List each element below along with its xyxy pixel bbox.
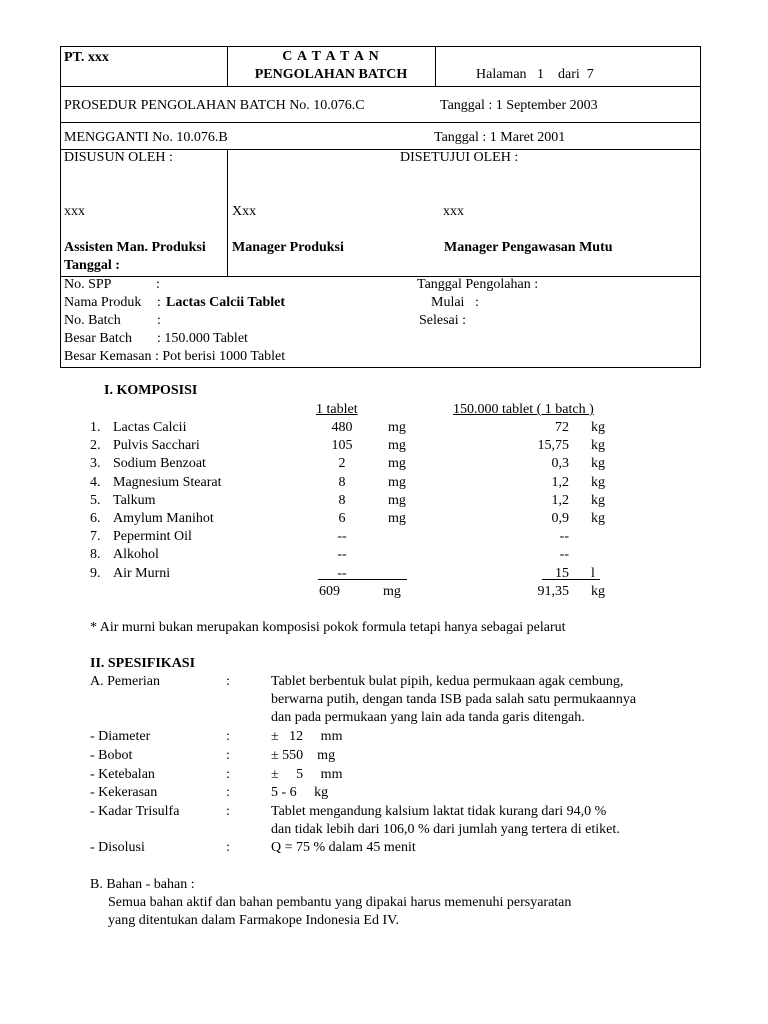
ingredient-unit-per-batch: kg	[591, 456, 605, 471]
ingredient-qty-per-batch: 1,2	[551, 493, 569, 508]
ingredient-name: Alkohol	[113, 547, 159, 562]
divider	[435, 46, 436, 86]
total-underline	[542, 579, 600, 580]
signatory-name: xxx	[64, 204, 85, 219]
ingredient-qty-per-tablet: 8	[338, 475, 346, 490]
batch-size-value: : 150.000 Tablet	[157, 331, 248, 346]
spec-colon: :	[226, 674, 230, 689]
procedure-number: PROSEDUR PENGOLAHAN BATCH No. 10.076.C	[64, 98, 365, 113]
spec-colon: :	[226, 729, 230, 744]
divider	[60, 86, 701, 87]
spec-label: - Diameter	[90, 729, 151, 744]
replaces-number: MENGGANTI No. 10.076.B	[64, 130, 228, 145]
ingredient-qty-per-tablet: 6	[338, 511, 346, 526]
ingredient-qty-per-tablet: --	[337, 529, 347, 544]
spec-value: 5 - 6 kg	[271, 785, 329, 800]
ingredient-unit-per-tablet: mg	[388, 438, 406, 453]
signatory-role: Manager Pengawasan Mutu	[444, 240, 613, 255]
ingredient-qty-per-tablet: --	[337, 547, 347, 562]
spec-label: - Kadar Trisulfa	[90, 804, 180, 819]
ingredient-name: Magnesium Stearat	[113, 475, 222, 490]
end-label: Selesai :	[419, 313, 467, 328]
divider	[60, 122, 701, 123]
spec-label: - Disolusi	[90, 840, 145, 855]
spec-colon: :	[226, 785, 230, 800]
materials-text: Semua bahan aktif dan bahan pembantu yang dipakai harus memenuhi persyaratan	[108, 895, 572, 910]
ingredient-unit-per-tablet: mg	[388, 456, 406, 471]
ingredient-qty-per-tablet: 8	[338, 493, 346, 508]
ingredient-name: Sodium Benzoat	[113, 456, 206, 471]
ingredient-qty-per-batch: --	[559, 529, 569, 544]
start-label: Mulai :	[431, 295, 479, 310]
ingredient-qty-per-tablet: --	[337, 566, 347, 581]
ingredient-number: 5.	[90, 493, 101, 508]
page-number: Halaman 1 dari 7	[476, 67, 594, 82]
total-underline	[318, 579, 407, 580]
total-batch-unit: kg	[591, 584, 605, 599]
ingredient-number: 6.	[90, 511, 101, 526]
company-name: PT. xxx	[64, 50, 109, 65]
ingredient-unit-per-batch: kg	[591, 493, 605, 508]
ingredient-name: Pepermint Oil	[113, 529, 192, 544]
signatory-name: xxx	[443, 204, 464, 219]
ingredient-qty-per-batch: 15,75	[537, 438, 569, 453]
total-qty: 609	[319, 584, 340, 599]
signatory-name: Xxx	[232, 204, 257, 219]
ingredient-name: Talkum	[113, 493, 156, 508]
batch-size-label: Besar Batch	[64, 331, 133, 346]
ingredient-name: Lactas Calcii	[113, 420, 187, 435]
ingredient-unit-per-batch: l	[591, 566, 595, 581]
spec-label: - Ketebalan	[90, 767, 155, 782]
spec-label: A. Pemerian	[90, 674, 160, 689]
specification-heading: II. SPESIFIKASI	[90, 656, 196, 671]
procedure-date: Tanggal : 1 September 2003	[440, 98, 598, 113]
ingredient-qty-per-batch: 15	[555, 566, 569, 581]
ingredient-unit-per-tablet: mg	[388, 475, 406, 490]
product-colon: :	[157, 295, 161, 310]
spec-value: ± 12 mm	[271, 729, 343, 744]
ingredient-unit-per-tablet: mg	[388, 511, 406, 526]
ingredient-number: 4.	[90, 475, 101, 490]
ingredient-qty-per-batch: 1,2	[551, 475, 569, 490]
batch-number-value: :	[157, 313, 161, 328]
signatory-date-label: Tanggal :	[64, 258, 120, 273]
approved-by-label: DISETUJUI OLEH :	[400, 150, 519, 165]
ingredient-qty-per-tablet: 105	[331, 438, 353, 453]
product-name: Lactas Calcii Tablet	[166, 295, 286, 310]
spec-colon: :	[226, 804, 230, 819]
spec-colon: :	[226, 748, 230, 763]
ingredient-unit-per-batch: kg	[591, 438, 605, 453]
ingredient-unit-per-batch: kg	[591, 420, 605, 435]
ingredient-qty-per-batch: --	[559, 547, 569, 562]
spec-label: - Kekerasan	[90, 785, 158, 800]
materials-label: B. Bahan - bahan :	[90, 877, 195, 892]
ingredient-number: 8.	[90, 547, 101, 562]
ingredient-number: 7.	[90, 529, 101, 544]
document-title-line1: C A T A T A N	[282, 49, 380, 64]
spec-value: Tablet mengandung kalsium laktat tidak kurang dari 94,0 %	[271, 804, 607, 819]
spec-value: dan tidak lebih dari 106,0 % dari jumlah yang tertera di etiket.	[271, 822, 620, 837]
processing-date-label: Tanggal Pengolahan :	[417, 277, 539, 292]
spec-value: ± 5 mm	[271, 767, 343, 782]
total-batch-qty: 91,35	[537, 584, 569, 599]
ingredient-unit-per-tablet: mg	[388, 493, 406, 508]
ingredient-number: 2.	[90, 438, 101, 453]
replaces-date: Tanggal : 1 Maret 2001	[434, 130, 566, 145]
packaging-size: Besar Kemasan : Pot berisi 1000 Tablet	[64, 349, 286, 364]
ingredient-qty-per-tablet: 2	[338, 456, 346, 471]
signatory-role: Assisten Man. Produksi	[64, 240, 206, 255]
ingredient-qty-per-batch: 72	[555, 420, 569, 435]
ingredient-qty-per-tablet: 480	[331, 420, 353, 435]
spec-value: ± 550 mg	[271, 748, 336, 763]
product-label: Nama Produk	[64, 295, 142, 310]
ingredient-qty-per-batch: 0,9	[551, 511, 569, 526]
ingredient-unit-per-tablet: mg	[388, 420, 406, 435]
spec-value: berwarna putih, dengan tanda ISB pada salah satu permukaannya	[271, 692, 637, 707]
ingredient-number: 9.	[90, 566, 101, 581]
divider	[227, 149, 228, 276]
prepared-by-label: DISUSUN OLEH :	[64, 150, 173, 165]
per-batch-header: 150.000 tablet ( 1 batch )	[453, 402, 594, 417]
spp-label: No. SPP	[64, 277, 112, 292]
ingredient-unit-per-batch: kg	[591, 475, 605, 490]
spec-colon: :	[226, 840, 230, 855]
ingredient-qty-per-batch: 0,3	[551, 456, 569, 471]
spec-label: - Bobot	[90, 748, 133, 763]
spp-value: :	[156, 277, 160, 292]
ingredient-name: Air Murni	[113, 566, 171, 581]
ingredient-name: Pulvis Sacchari	[113, 438, 200, 453]
ingredient-unit-per-batch: kg	[591, 511, 605, 526]
spec-value: Q = 75 % dalam 45 menit	[271, 840, 416, 855]
per-tablet-header: 1 tablet	[316, 402, 358, 417]
document-title-line2: PENGOLAHAN BATCH	[254, 67, 408, 82]
materials-text: yang ditentukan dalam Farmakope Indonesia Ed IV.	[108, 913, 399, 928]
composition-note: * Air murni bukan merupakan komposisi pokok formula tetapi hanya sebagai pelarut	[90, 620, 566, 635]
ingredient-number: 1.	[90, 420, 101, 435]
ingredient-number: 3.	[90, 456, 101, 471]
ingredient-name: Amylum Manihot	[113, 511, 214, 526]
batch-number-label: No. Batch	[64, 313, 121, 328]
signatory-role: Manager Produksi	[232, 240, 344, 255]
composition-heading: I. KOMPOSISI	[104, 383, 198, 398]
spec-colon: :	[226, 767, 230, 782]
spec-value: Tablet berbentuk bulat pipih, kedua permukaan agak cembung,	[271, 674, 624, 689]
spec-value: dan pada permukaan yang lain ada tanda garis ditengah.	[271, 710, 585, 725]
total-unit: mg	[383, 584, 401, 599]
